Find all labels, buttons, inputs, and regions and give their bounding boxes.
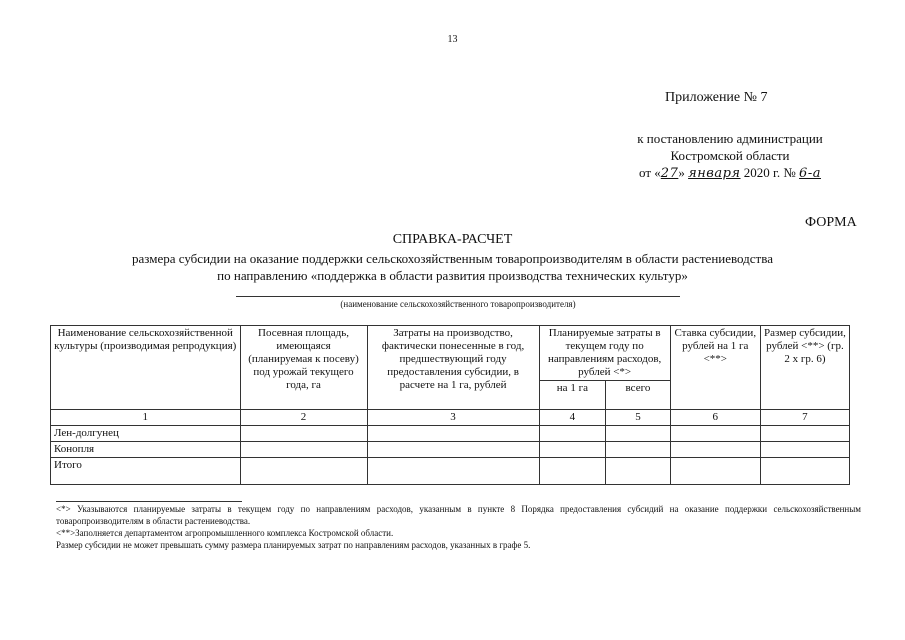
column-number: 4 (539, 410, 606, 426)
empty-cell (240, 458, 367, 485)
column-number: 1 (51, 410, 241, 426)
document-title: СПРАВКА-РАСЧЕТ (392, 232, 513, 247)
column-number-row (51, 410, 850, 426)
header-planned-costs: Планируемые затраты в текущем году по направлениям расходов, рублей <*> (539, 326, 670, 381)
calculation-table (50, 325, 850, 485)
empty-cell (367, 442, 539, 458)
decree-line-1: к постановлению администрации (637, 131, 823, 146)
empty-cell (606, 458, 671, 485)
header-crop-name: Наименование сельскохозяйственной культуры (производимая репродукция) (51, 326, 241, 410)
empty-cell (606, 442, 671, 458)
header-sown-area: Посевная площадь, имеющаяся (планируемая к посеву) под урожай текущего года, га (240, 326, 367, 410)
table-row (51, 442, 850, 458)
table-header-row (51, 326, 850, 381)
date-mid: » (678, 165, 689, 180)
annex-title: Приложение № 7 (665, 90, 768, 105)
decree-month: января (688, 166, 741, 181)
producer-name-line (236, 296, 680, 297)
form-label: ФОРМА (805, 215, 857, 230)
empty-cell (539, 442, 606, 458)
empty-cell (670, 426, 760, 442)
header-production-costs: Затраты на производство, фактически понесенные в год, предшествующий году предоставления субсидии, в расчете на 1 га, рублей (367, 326, 539, 410)
empty-cell (539, 426, 606, 442)
column-number: 6 (670, 410, 760, 426)
row-label: Конопля (51, 442, 241, 458)
decree-reference (612, 130, 848, 182)
empty-cell (367, 426, 539, 442)
footnote-1: <*> Указываются планируемые затраты в текущем году по направлениям расходов, указанным в пункте 8 Порядка предоставления субсидий на оказание поддержки сельскохозяйственным товаропроизводителям в области растениеводства. (56, 504, 861, 526)
table-row (51, 458, 850, 485)
page-number: 13 (447, 34, 458, 45)
header-per-hectare: на 1 га (539, 381, 606, 410)
producer-caption: (наименование сельскохозяйственного товаропроизводителя) (340, 299, 576, 309)
document-subtitle (40, 250, 865, 284)
empty-cell (760, 458, 849, 485)
empty-cell (670, 458, 760, 485)
year-part: 2020 г. № (740, 165, 800, 180)
empty-cell (240, 442, 367, 458)
decree-date-line (612, 164, 848, 182)
column-number: 3 (367, 410, 539, 426)
footnote-2: <**>Заполняется департаментом агропромышленного комплекса Костромской области. (56, 528, 394, 538)
empty-cell (367, 458, 539, 485)
column-number: 2 (240, 410, 367, 426)
row-label: Лен-долгунец (51, 426, 241, 442)
footnote-separator (56, 501, 242, 502)
column-number: 5 (606, 410, 671, 426)
decree-line-2: Костромской области (670, 148, 790, 163)
table-row (51, 426, 850, 442)
empty-cell (606, 426, 671, 442)
column-number: 7 (760, 410, 849, 426)
footnotes (56, 503, 861, 551)
header-total: всего (606, 381, 671, 410)
header-subsidy-amount: Размер субсидии, рублей <**> (гр. 2 х гр. 6) (760, 326, 849, 410)
empty-cell (670, 442, 760, 458)
empty-cell (240, 426, 367, 442)
decree-number: 6-а (799, 166, 821, 181)
footnote-3: Размер субсидии не может превышать сумму размера планируемых затрат по направлениям расходов, указанных в графе 5. (56, 540, 531, 550)
subtitle-line-1: размера субсидии на оказание поддержки сельскохозяйственным товаропроизводителям в области растениеводства (132, 251, 773, 266)
decree-day: 27 (660, 166, 679, 181)
subtitle-line-2: по направлению «поддержка в области развития производства технических культур» (217, 268, 688, 283)
row-label: Итого (51, 458, 241, 485)
header-subsidy-rate: Ставка субсидии, рублей на 1 га <**> (670, 326, 760, 410)
empty-cell (539, 458, 606, 485)
empty-cell (760, 426, 849, 442)
date-prefix: от « (639, 165, 661, 180)
empty-cell (760, 442, 849, 458)
